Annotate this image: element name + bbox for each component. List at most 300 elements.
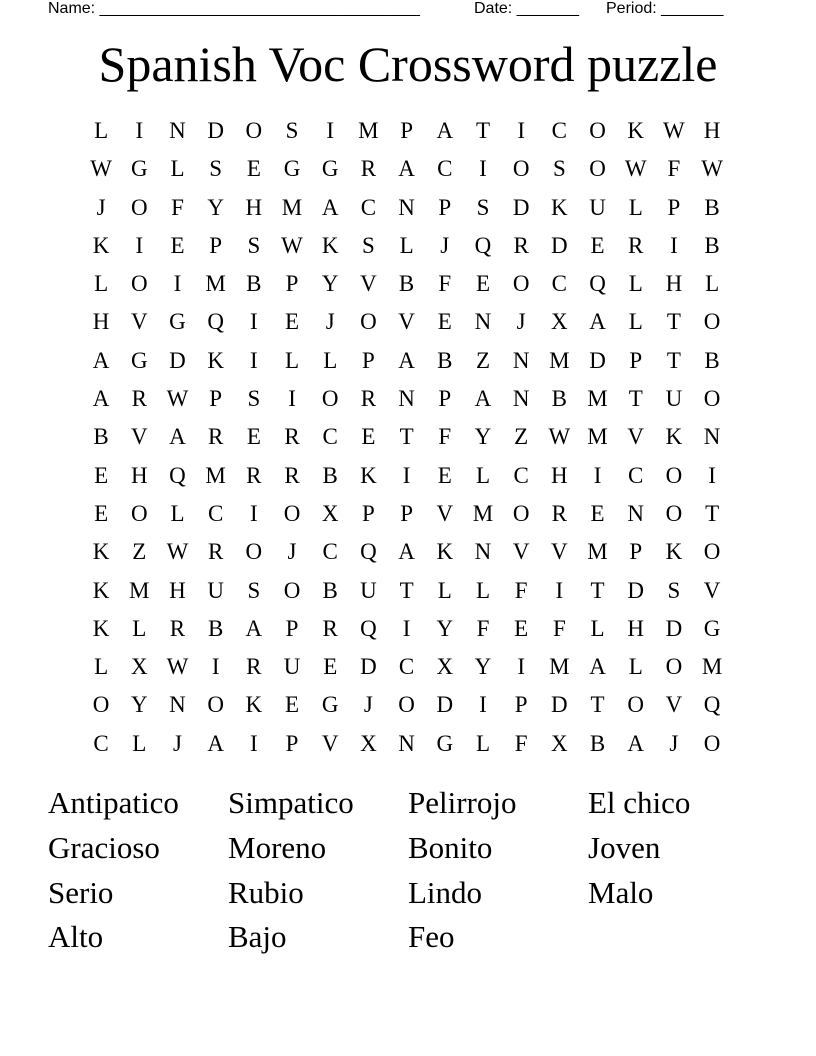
grid-letter[interactable]: A bbox=[398, 347, 415, 373]
grid-letter[interactable]: H bbox=[245, 194, 263, 220]
grid-letter[interactable]: U bbox=[207, 577, 224, 603]
grid-letter[interactable]: M bbox=[587, 539, 608, 565]
word-search-grid[interactable] bbox=[82, 112, 731, 763]
grid-letter[interactable]: A bbox=[398, 156, 415, 182]
grid-letter[interactable]: E bbox=[285, 309, 300, 335]
grid-letter[interactable]: X bbox=[551, 730, 568, 756]
grid-letter[interactable]: V bbox=[436, 500, 454, 526]
grid-letter[interactable]: I bbox=[211, 654, 220, 680]
grid-letter[interactable]: C bbox=[398, 654, 415, 680]
grid-letter[interactable]: I bbox=[173, 271, 182, 297]
grid-letter[interactable]: E bbox=[514, 615, 529, 641]
grid-letter[interactable]: V bbox=[130, 424, 148, 450]
grid-letter[interactable]: L bbox=[132, 730, 147, 756]
grid-letter[interactable]: T bbox=[399, 577, 414, 603]
grid-letter[interactable]: K bbox=[321, 232, 339, 258]
grid-letter[interactable]: O bbox=[245, 539, 263, 565]
grid-letter[interactable]: V bbox=[130, 309, 148, 335]
grid-letter[interactable]: K bbox=[92, 232, 110, 258]
grid-letter[interactable]: N bbox=[627, 500, 645, 526]
grid-letter[interactable]: D bbox=[665, 615, 683, 641]
grid-letter[interactable]: Y bbox=[130, 692, 148, 718]
grid-letter[interactable]: V bbox=[627, 424, 645, 450]
grid-letter[interactable]: C bbox=[360, 194, 377, 220]
grid-letter[interactable]: T bbox=[590, 577, 605, 603]
grid-letter[interactable]: E bbox=[285, 692, 300, 718]
grid-letter[interactable]: H bbox=[627, 615, 645, 641]
grid-letter[interactable]: H bbox=[92, 309, 110, 335]
grid-letter[interactable]: Q bbox=[169, 462, 186, 488]
grid-letter[interactable]: K bbox=[436, 539, 454, 565]
grid-letter[interactable]: M bbox=[205, 462, 226, 488]
grid-letter[interactable]: F bbox=[667, 156, 681, 182]
grid-letter[interactable]: S bbox=[209, 156, 223, 182]
grid-letter[interactable]: R bbox=[284, 462, 300, 488]
grid-letter[interactable]: E bbox=[590, 232, 605, 258]
grid-letter[interactable]: W bbox=[624, 156, 647, 182]
grid-letter[interactable]: L bbox=[705, 271, 720, 297]
grid-letter[interactable]: E bbox=[170, 232, 185, 258]
grid-letter[interactable]: P bbox=[629, 539, 643, 565]
grid-letter[interactable]: S bbox=[247, 577, 261, 603]
grid-letter[interactable]: V bbox=[398, 309, 415, 335]
grid-letter[interactable]: Q bbox=[474, 232, 492, 258]
grid-letter[interactable]: D bbox=[207, 118, 224, 143]
grid-letter[interactable]: H bbox=[665, 271, 683, 297]
grid-letter[interactable]: Y bbox=[474, 424, 492, 450]
grid-letter[interactable]: N bbox=[398, 730, 415, 756]
grid-letter[interactable]: M bbox=[549, 347, 570, 373]
grid-letter[interactable]: K bbox=[207, 347, 224, 373]
grid-letter[interactable]: B bbox=[398, 271, 415, 297]
grid-letter[interactable]: O bbox=[627, 692, 645, 718]
grid-letter[interactable]: P bbox=[438, 194, 452, 220]
grid-letter[interactable]: M bbox=[129, 577, 150, 603]
grid-letter[interactable]: B bbox=[704, 194, 720, 220]
grid-letter[interactable]: C bbox=[207, 500, 224, 526]
grid-letter[interactable]: B bbox=[551, 386, 568, 412]
grid-letter[interactable]: K bbox=[92, 539, 110, 565]
grid-letter[interactable]: N bbox=[474, 539, 492, 565]
grid-letter[interactable]: I bbox=[250, 730, 258, 756]
grid-letter[interactable]: W bbox=[90, 156, 112, 182]
grid-letter[interactable]: P bbox=[667, 194, 681, 220]
grid-letter[interactable]: O bbox=[130, 194, 148, 220]
grid-letter[interactable]: M bbox=[587, 386, 608, 412]
grid-letter[interactable]: U bbox=[283, 654, 301, 680]
grid-letter[interactable]: I bbox=[250, 309, 258, 335]
student-info-header bbox=[48, 0, 748, 20]
grid-letter[interactable]: A bbox=[436, 118, 454, 143]
grid-letter[interactable]: U bbox=[589, 194, 606, 220]
grid-letter[interactable]: B bbox=[207, 615, 224, 641]
grid-letter[interactable]: E bbox=[94, 500, 109, 526]
grid-letter[interactable]: N bbox=[169, 692, 186, 718]
grid-letter[interactable]: O bbox=[207, 692, 224, 718]
grid-letter[interactable]: W bbox=[166, 386, 189, 412]
grid-letter[interactable]: R bbox=[246, 654, 262, 680]
grid-letter[interactable]: R bbox=[513, 232, 529, 258]
grid-letter[interactable]: M bbox=[472, 500, 494, 526]
grid-letter[interactable]: J bbox=[172, 730, 182, 756]
grid-letter[interactable]: J bbox=[287, 539, 297, 565]
grid-letter[interactable]: O bbox=[321, 386, 339, 412]
grid-letter[interactable]: G bbox=[169, 309, 186, 335]
grid-letter[interactable]: R bbox=[628, 232, 644, 258]
grid-letter[interactable]: C bbox=[437, 156, 453, 182]
grid-letter[interactable]: O bbox=[703, 309, 721, 335]
grid-letter[interactable]: L bbox=[475, 730, 490, 756]
grid-letter[interactable]: S bbox=[362, 232, 375, 258]
grid-letter[interactable]: A bbox=[92, 347, 110, 373]
grid-letter[interactable]: B bbox=[322, 577, 338, 603]
grid-letter[interactable]: V bbox=[360, 271, 377, 297]
grid-letter[interactable]: Q bbox=[589, 271, 606, 297]
grid-letter[interactable]: L bbox=[94, 271, 109, 297]
grid-letter[interactable]: S bbox=[247, 386, 261, 412]
grid-letter[interactable]: Y bbox=[474, 654, 492, 680]
grid-letter[interactable]: T bbox=[590, 692, 605, 718]
grid-letter[interactable]: F bbox=[438, 424, 452, 450]
period-field[interactable]: Period: _______ bbox=[606, 0, 724, 17]
grid-letter[interactable]: J bbox=[516, 309, 526, 335]
grid-letter[interactable]: E bbox=[246, 156, 261, 182]
grid-letter[interactable]: M bbox=[549, 654, 570, 680]
grid-letter[interactable]: N bbox=[398, 386, 415, 412]
grid-letter[interactable]: L bbox=[94, 654, 109, 680]
grid-letter[interactable]: K bbox=[92, 577, 110, 603]
grid-letter[interactable]: M bbox=[281, 194, 303, 220]
grid-letter[interactable]: Q bbox=[207, 309, 224, 335]
grid-letter[interactable]: A bbox=[627, 730, 645, 756]
grid-letter[interactable]: E bbox=[475, 271, 490, 297]
grid-letter[interactable]: S bbox=[476, 194, 490, 220]
grid-letter[interactable]: I bbox=[479, 692, 487, 718]
grid-letter[interactable]: D bbox=[551, 692, 568, 718]
grid-letter[interactable]: A bbox=[321, 194, 339, 220]
grid-letter[interactable]: C bbox=[513, 462, 529, 488]
grid-letter[interactable]: R bbox=[551, 500, 568, 526]
grid-letter[interactable]: R bbox=[360, 386, 377, 412]
grid-letter[interactable]: G bbox=[130, 156, 148, 182]
grid-letter[interactable]: H bbox=[130, 462, 148, 488]
grid-letter[interactable]: W bbox=[281, 232, 303, 258]
grid-letter[interactable]: G bbox=[321, 156, 339, 182]
name-field[interactable]: Name: ____________________________________ bbox=[48, 0, 420, 17]
grid-letter[interactable]: F bbox=[171, 194, 184, 220]
grid-letter[interactable]: B bbox=[704, 347, 720, 373]
grid-letter[interactable]: E bbox=[437, 309, 452, 335]
grid-letter[interactable]: I bbox=[135, 232, 144, 258]
grid-letter[interactable]: I bbox=[288, 386, 296, 412]
grid-letter[interactable]: X bbox=[436, 654, 454, 680]
grid-letter[interactable]: G bbox=[436, 730, 454, 756]
grid-letter[interactable]: L bbox=[94, 118, 109, 143]
grid-letter[interactable]: W bbox=[663, 118, 685, 143]
grid-letter[interactable]: I bbox=[555, 577, 564, 603]
grid-letter[interactable]: J bbox=[669, 730, 679, 756]
grid-letter[interactable]: N bbox=[474, 309, 492, 335]
grid-letter[interactable]: K bbox=[551, 194, 568, 220]
grid-letter[interactable]: L bbox=[170, 156, 185, 182]
grid-letter[interactable]: G bbox=[703, 615, 721, 641]
grid-letter[interactable]: J bbox=[363, 692, 373, 718]
grid-letter[interactable]: R bbox=[169, 615, 186, 641]
grid-letter[interactable]: H bbox=[551, 462, 568, 488]
grid-letter[interactable]: Y bbox=[436, 615, 454, 641]
grid-letter[interactable]: V bbox=[703, 577, 721, 603]
grid-letter[interactable]: O bbox=[512, 271, 530, 297]
grid-letter[interactable]: I bbox=[708, 462, 716, 488]
grid-letter[interactable]: P bbox=[438, 386, 452, 412]
grid-letter[interactable]: A bbox=[245, 615, 263, 641]
grid-letter[interactable]: C bbox=[322, 424, 338, 450]
grid-letter[interactable]: K bbox=[665, 539, 683, 565]
grid-letter[interactable]: N bbox=[398, 194, 415, 220]
grid-letter[interactable]: V bbox=[321, 730, 339, 756]
grid-letter[interactable]: W bbox=[166, 654, 189, 680]
grid-letter[interactable]: O bbox=[130, 500, 148, 526]
grid-letter[interactable]: H bbox=[703, 118, 721, 143]
grid-letter[interactable]: P bbox=[514, 692, 528, 718]
grid-letter[interactable]: E bbox=[246, 424, 261, 450]
grid-letter[interactable]: B bbox=[437, 347, 453, 373]
grid-letter[interactable]: O bbox=[589, 118, 606, 143]
grid-letter[interactable]: Z bbox=[475, 347, 490, 373]
grid-letter[interactable]: I bbox=[402, 462, 411, 488]
word-bank-item: Bonito bbox=[408, 829, 493, 865]
grid-letter[interactable]: Q bbox=[360, 615, 377, 641]
grid-letter[interactable]: D bbox=[436, 692, 454, 718]
grid-letter[interactable]: D bbox=[589, 347, 606, 373]
grid-letter[interactable]: B bbox=[704, 232, 720, 258]
grid-letter[interactable]: D bbox=[169, 347, 186, 373]
grid-letter[interactable]: N bbox=[169, 118, 186, 143]
grid-letter[interactable]: P bbox=[400, 118, 413, 143]
grid-letter[interactable]: R bbox=[131, 386, 147, 412]
grid-letter[interactable]: A bbox=[398, 539, 415, 565]
grid-letter[interactable]: P bbox=[285, 615, 299, 641]
grid-letter[interactable]: U bbox=[665, 386, 683, 412]
grid-letter[interactable]: N bbox=[512, 386, 530, 412]
grid-letter[interactable]: O bbox=[589, 156, 606, 182]
grid-letter[interactable]: R bbox=[322, 615, 338, 641]
grid-letter[interactable]: Z bbox=[132, 539, 147, 565]
grid-letter[interactable]: S bbox=[552, 156, 566, 182]
grid-letter[interactable]: L bbox=[628, 194, 643, 220]
word-bank-item: El chico bbox=[588, 785, 691, 820]
grid-letter[interactable]: Y bbox=[207, 194, 224, 220]
grid-letter[interactable]: V bbox=[665, 692, 683, 718]
grid-letter[interactable]: F bbox=[514, 577, 528, 603]
grid-letter[interactable]: K bbox=[665, 424, 683, 450]
grid-letter[interactable]: A bbox=[169, 424, 186, 450]
grid-letter[interactable]: O bbox=[283, 500, 301, 526]
word-bank-item: Feo bbox=[408, 919, 455, 955]
word-bank bbox=[48, 781, 768, 960]
grid-letter[interactable]: S bbox=[247, 232, 261, 258]
grid-letter[interactable]: S bbox=[667, 577, 681, 603]
grid-letter[interactable]: B bbox=[322, 462, 338, 488]
grid-letter[interactable]: X bbox=[360, 730, 377, 756]
grid-letter[interactable]: P bbox=[209, 386, 223, 412]
grid-letter[interactable]: O bbox=[245, 118, 263, 143]
grid-letter[interactable]: T bbox=[628, 386, 643, 412]
grid-letter[interactable]: E bbox=[94, 462, 109, 488]
grid-letter[interactable]: L bbox=[437, 577, 452, 603]
grid-letter[interactable]: O bbox=[703, 386, 721, 412]
grid-letter[interactable]: O bbox=[665, 462, 683, 488]
grid-letter[interactable]: P bbox=[362, 500, 375, 526]
grid-letter[interactable]: M bbox=[358, 118, 379, 143]
grid-letter[interactable]: I bbox=[517, 118, 525, 143]
grid-letter[interactable]: Y bbox=[321, 271, 339, 297]
grid-letter[interactable]: I bbox=[402, 615, 411, 641]
grid-letter[interactable]: A bbox=[474, 386, 492, 412]
grid-letter[interactable]: L bbox=[628, 271, 643, 297]
grid-letter[interactable]: S bbox=[285, 118, 299, 143]
grid-letter[interactable]: Z bbox=[514, 424, 529, 450]
grid-letter[interactable]: K bbox=[245, 692, 263, 718]
grid-letter[interactable]: T bbox=[475, 118, 490, 143]
grid-letter[interactable]: B bbox=[246, 271, 262, 297]
grid-letter[interactable]: L bbox=[628, 654, 643, 680]
grid-letter[interactable]: W bbox=[701, 156, 723, 182]
grid-letter[interactable]: W bbox=[548, 424, 571, 450]
grid-letter[interactable]: G bbox=[321, 692, 339, 718]
grid-letter[interactable]: R bbox=[246, 462, 262, 488]
grid-letter[interactable]: V bbox=[551, 539, 568, 565]
grid-letter[interactable]: P bbox=[285, 271, 299, 297]
date-field[interactable]: Date: _______ bbox=[474, 0, 579, 17]
grid-letter[interactable]: G bbox=[130, 347, 148, 373]
grid-letter[interactable]: L bbox=[475, 577, 490, 603]
grid-letter[interactable]: A bbox=[92, 386, 110, 412]
grid-letter[interactable]: Q bbox=[360, 539, 377, 565]
grid-letter[interactable]: I bbox=[135, 118, 144, 143]
grid-letter[interactable]: P bbox=[209, 232, 223, 258]
grid-letter[interactable]: D bbox=[512, 194, 530, 220]
grid-letter[interactable]: A bbox=[589, 654, 606, 680]
grid-letter[interactable]: K bbox=[360, 462, 377, 488]
grid-letter[interactable]: V bbox=[512, 539, 530, 565]
grid-letter[interactable]: I bbox=[479, 156, 487, 182]
grid-letter[interactable]: O bbox=[398, 692, 415, 718]
grid-letter[interactable]: O bbox=[130, 271, 148, 297]
grid-letter[interactable]: O bbox=[703, 539, 721, 565]
grid-letter[interactable]: L bbox=[170, 500, 185, 526]
grid-letter[interactable]: B bbox=[93, 424, 109, 450]
grid-letter[interactable]: K bbox=[627, 118, 645, 143]
grid-letter[interactable]: O bbox=[512, 156, 530, 182]
grid-letter[interactable]: Q bbox=[703, 692, 721, 718]
grid-letter[interactable]: D bbox=[627, 577, 645, 603]
grid-letter[interactable]: L bbox=[323, 347, 338, 373]
grid-letter[interactable]: O bbox=[92, 692, 110, 718]
grid-letter[interactable]: A bbox=[589, 309, 606, 335]
grid-letter[interactable]: D bbox=[360, 654, 377, 680]
grid-letter[interactable]: C bbox=[628, 462, 644, 488]
grid-letter[interactable]: R bbox=[284, 424, 300, 450]
grid-letter[interactable]: W bbox=[166, 539, 189, 565]
word-bank-item: Malo bbox=[588, 874, 654, 910]
grid-letter[interactable]: X bbox=[130, 654, 148, 680]
grid-letter[interactable]: E bbox=[323, 654, 338, 680]
grid-letter[interactable]: E bbox=[361, 424, 376, 450]
grid-letter[interactable]: O bbox=[283, 577, 301, 603]
grid-letter[interactable]: P bbox=[400, 500, 413, 526]
grid-letter[interactable]: I bbox=[593, 462, 602, 488]
grid-letter[interactable]: F bbox=[514, 730, 528, 756]
grid-letter[interactable]: J bbox=[96, 194, 106, 220]
grid-letter[interactable]: B bbox=[589, 730, 606, 756]
grid-letter[interactable]: T bbox=[705, 500, 720, 526]
grid-letter[interactable]: R bbox=[360, 156, 377, 182]
grid-letter[interactable]: P bbox=[629, 347, 643, 373]
grid-letter[interactable]: P bbox=[285, 730, 299, 756]
grid-letter[interactable]: F bbox=[438, 271, 452, 297]
grid-letter[interactable]: O bbox=[360, 309, 377, 335]
grid-letter[interactable]: D bbox=[551, 232, 568, 258]
grid-letter[interactable]: I bbox=[517, 654, 525, 680]
grid-letter[interactable]: O bbox=[665, 654, 683, 680]
grid-letter[interactable]: R bbox=[207, 539, 224, 565]
grid-letter[interactable]: I bbox=[250, 500, 258, 526]
grid-letter[interactable]: O bbox=[703, 730, 721, 756]
grid-letter[interactable]: G bbox=[283, 156, 301, 182]
grid-letter[interactable]: C bbox=[551, 271, 568, 297]
grid-letter[interactable]: P bbox=[362, 347, 375, 373]
grid-letter[interactable]: O bbox=[512, 500, 530, 526]
grid-letter[interactable]: X bbox=[551, 309, 568, 335]
grid-letter[interactable]: M bbox=[701, 654, 723, 680]
grid-letter[interactable]: J bbox=[325, 309, 335, 335]
page-title: Spanish Voc Crossword puzzle bbox=[98, 36, 718, 92]
grid-letter[interactable]: C bbox=[93, 730, 109, 756]
grid-letter[interactable]: I bbox=[326, 118, 335, 143]
grid-letter[interactable]: M bbox=[587, 424, 608, 450]
grid-letter[interactable]: L bbox=[399, 232, 414, 258]
grid-letter[interactable]: H bbox=[169, 577, 186, 603]
grid-letter[interactable]: J bbox=[440, 232, 450, 258]
grid-letter[interactable]: L bbox=[475, 462, 490, 488]
grid-letter[interactable]: T bbox=[666, 309, 681, 335]
grid-letter[interactable]: A bbox=[207, 730, 224, 756]
grid-letter[interactable]: K bbox=[92, 615, 110, 641]
grid-letter[interactable]: R bbox=[207, 424, 224, 450]
grid-letter[interactable]: E bbox=[590, 500, 605, 526]
grid-letter[interactable]: C bbox=[551, 118, 568, 143]
grid-letter[interactable]: L bbox=[628, 309, 643, 335]
grid-letter[interactable]: F bbox=[552, 615, 566, 641]
grid-letter[interactable]: I bbox=[250, 347, 258, 373]
grid-letter[interactable]: O bbox=[665, 500, 683, 526]
grid-letter[interactable]: F bbox=[476, 615, 490, 641]
grid-letter[interactable]: N bbox=[512, 347, 530, 373]
grid-letter[interactable]: U bbox=[360, 577, 377, 603]
grid-letter[interactable]: L bbox=[132, 615, 147, 641]
grid-letter[interactable]: T bbox=[666, 347, 681, 373]
grid-letter[interactable]: L bbox=[285, 347, 300, 373]
grid-letter[interactable]: T bbox=[399, 424, 414, 450]
grid-letter[interactable]: I bbox=[670, 232, 678, 258]
grid-letter[interactable]: X bbox=[321, 500, 339, 526]
grid-letter[interactable]: E bbox=[437, 462, 452, 488]
grid-letter[interactable]: M bbox=[205, 271, 226, 297]
grid-letter[interactable]: N bbox=[703, 424, 721, 450]
grid-letter[interactable]: C bbox=[322, 539, 338, 565]
grid-letter[interactable]: L bbox=[590, 615, 605, 641]
